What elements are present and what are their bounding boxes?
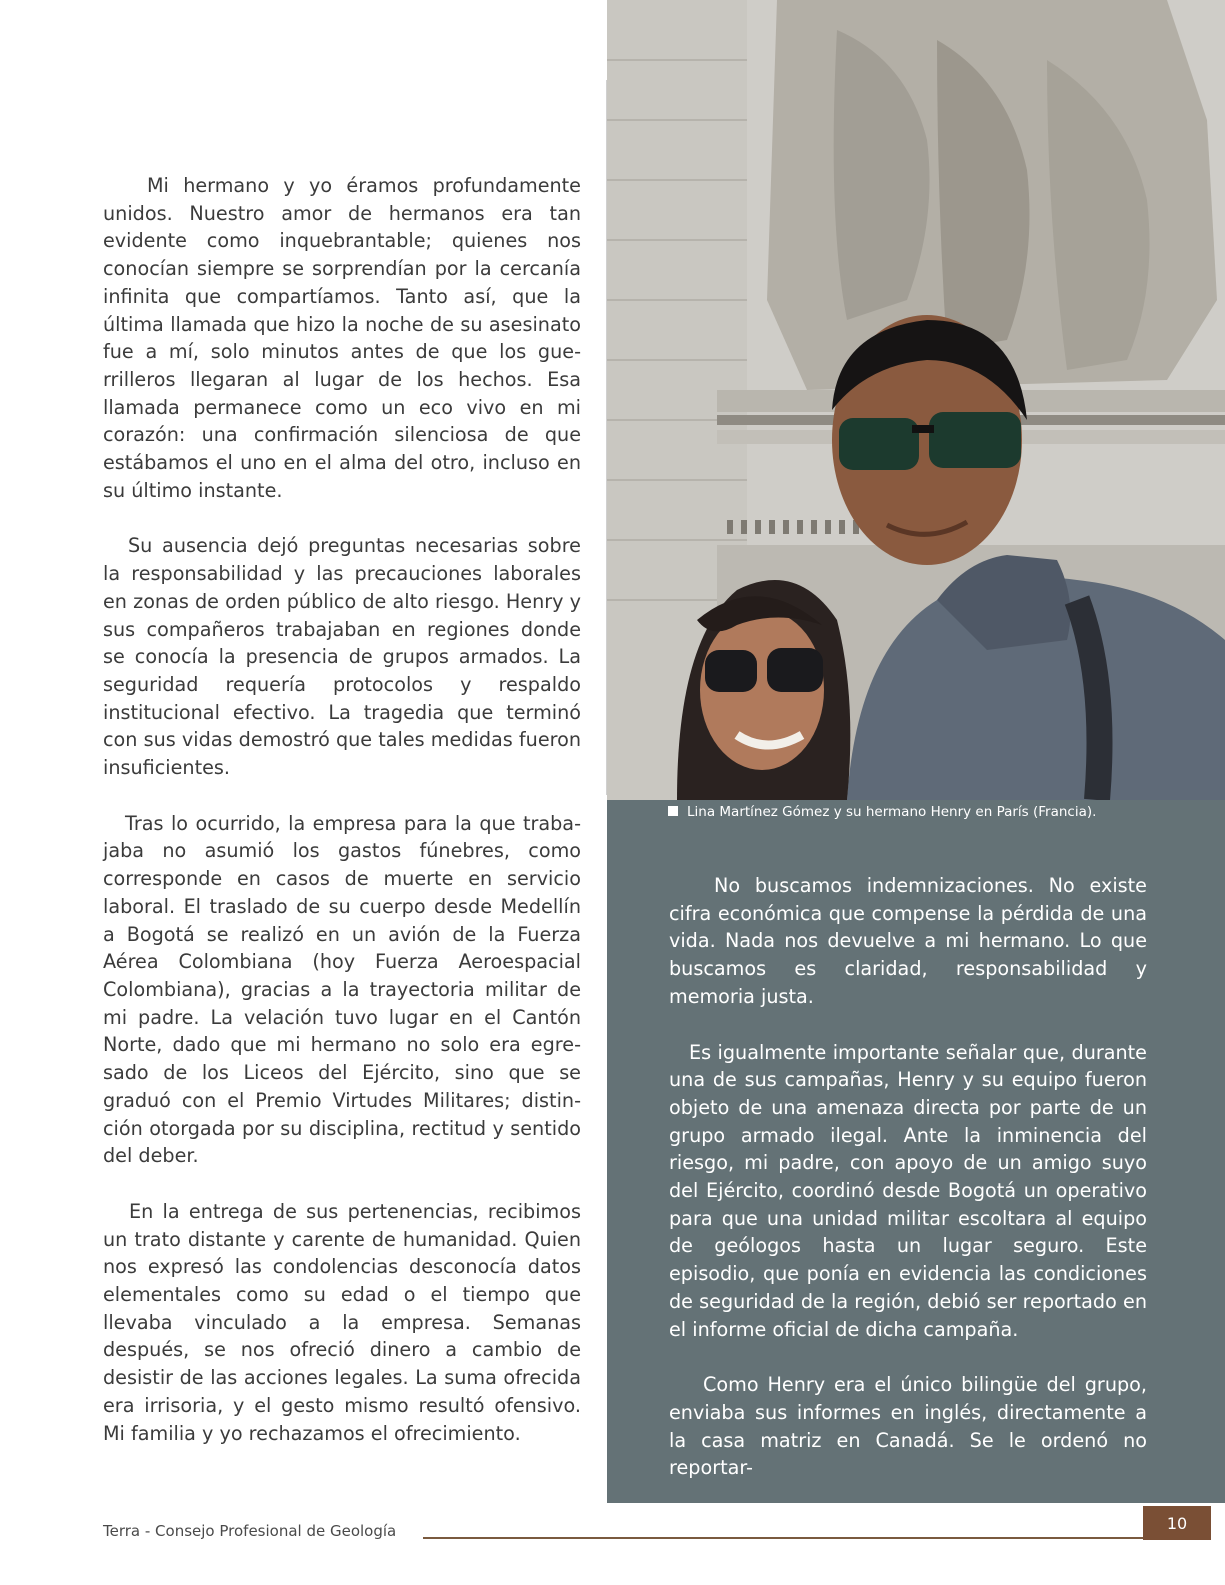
photo-illustration (607, 0, 1225, 800)
caption-text: Lina Martínez Gómez y su hermano Henry en París (Francia). (687, 804, 1097, 820)
paragraph-2: Su ausencia dejó preguntas necesarias sobre la responsabilidad y las precauciones laborales en zonas de orden público de alto riesgo. Henry y sus compañeros trabajaban en regiones donde se conocía la presencia de grupos armados. La seguridad requería protocolos y respaldo institucional efectivo. La tragedia que terminó con sus vidas demostró que tales medidas fueron insuficientes. (103, 534, 581, 780)
footer-rule (423, 1537, 1143, 1539)
paragraph-4: En la entrega de sus pertenencias, recibimos un trato distante y carente de humanidad. Quien nos expresó las condolencias desconocía datos elementales como su edad o el tiempo que llevaba vinculado a la empresa. Semanas después, se nos ofreció dinero a cambio de desistir de las acciones legales. La suma ofrecida era irrisoria, y el gesto mismo resultó ofensivo. Mi familia y yo rechazamos el ofrecimiento. (103, 1199, 581, 1445)
paragraph-5: No buscamos indemnizaciones. No existe cifra económica que compense la pérdida de una vida. Nada nos devuelve a mi hermano. Lo que buscamos es claridad, responsabilidad y memoria justa. (669, 874, 1147, 1008)
photo-caption (668, 803, 1208, 821)
photo (607, 0, 1225, 800)
right-column (669, 872, 1147, 1510)
footer-publication: Terra - Consejo Profesional de Geología (103, 1522, 397, 1540)
paragraph-6: Es igualmente importante señalar que, durante una de sus campañas, Henry y su equipo fueron objeto de una amenaza directa por parte de un grupo armado ilegal. Ante la inminencia del riesgo, mi padre, con apoyo de un amigo suyo del Ejército, coordinó desde Bogotá un operativo para que una unidad militar escoltara al equipo de geólogos hasta un lugar seguro. Este episodio, que ponía en evidencia las condiciones de seguridad de la región, debió ser reportado en el informe oficial de dicha campaña. (669, 1040, 1147, 1341)
page-number-badge (1143, 1506, 1211, 1540)
paragraph-1: Mi hermano y yo éramos profundamente unidos. Nuestro amor de hermanos era tan evidente como inquebrantable; quienes nos conocían siempre se sorprendían por la cercanía infinita que compartíamos. Tanto así, que la última llamada que hizo la noche de su asesinato fue a mí, solo minutos antes de que los guerrilleros llegaran al lugar de los hechos. Esa llamada permanece como un eco vivo en mi corazón: una confirmación silenciosa de que estábamos el uno en el alma del otro, incluso en su último instante. (103, 174, 581, 502)
caption-square-icon (668, 806, 678, 816)
page-number: 10 (1166, 1513, 1188, 1533)
paragraph-3: Tras lo ocurrido, la empresa para la que trabajaba no asumió los gastos fúnebres, como corresponde en casos de muerte en servicio laboral. El traslado de su cuerpo desde Medellín a Bogotá se realizó en un avión de la Fuerza Aérea Colombiana (hoy Fuerza Aeroespacial Colombiana), gracias a la trayectoria militar de mi padre. La velación tuvo lugar en el Cantón Norte, dado que mi hermano no solo era egresado de los Liceos del Ejército, sino que se graduó con el Premio Virtudes Militares; distinción otorgada por su disciplina, rectitud y sentido del deber. (103, 811, 581, 1168)
paragraph-7: Como Henry era el único bilingüe del grupo, enviaba sus informes en inglés, directamente a la casa matriz en Canadá. Se le ordenó no reportar- (669, 1373, 1147, 1480)
left-column (103, 172, 581, 1475)
